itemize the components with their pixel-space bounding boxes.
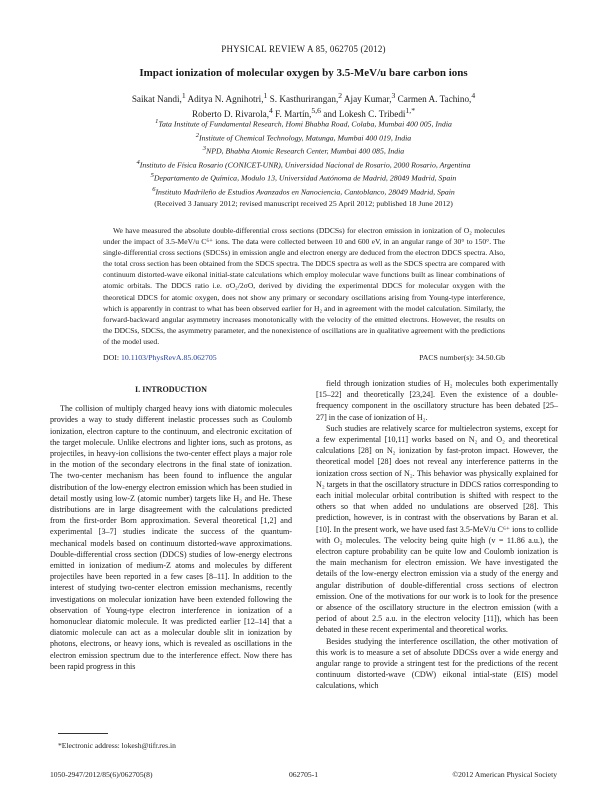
author-affil: 5,6 xyxy=(311,106,321,116)
paper-title: Impact ionization of molecular oxygen by 3.5-MeV/u bare carbon ions xyxy=(139,67,468,79)
journal-header: PHYSICAL REVIEW A 85, 062705 (2012) xyxy=(221,44,386,54)
footnote-divider xyxy=(58,733,108,734)
author-affil: 1 xyxy=(181,91,186,100)
author: and Lokesh C. Tribedi xyxy=(323,109,406,120)
paragraph: field through ionization studies of H₂ molecules both experimentally [15–22] and theoretically [23,24]. Even the existence of a double-frequency component in the oscillatory structure has been debated [25–27] in the case of ionization of H₂. xyxy=(316,379,558,422)
author-affil: 3 xyxy=(391,91,396,100)
affiliation: $^1$Tata Institute of Fundamental Research, Homi Bhabha Road, Colaba, Mumbai 400 005, India xyxy=(155,118,452,129)
paragraph: Besides studying the interference oscillation, the other motivation of this work is to measure a set of absolute DDCSs over a wide energy and angular range to provide a stringent test for the predictions of the recent continuum distorted-wave (CDW) eikonal intial-state (EIS) model calculations, which xyxy=(316,636,558,691)
affiliation: $^4$Instituto de Física Rosario (CONICET-UNR), Universidad Nacional de Rosario, 2000 Rosario, Argentina xyxy=(136,158,471,170)
pacs-numbers: PACS number(s): 34.50.Gb xyxy=(419,353,505,362)
affiliations xyxy=(50,116,557,209)
author-affil: 1,* xyxy=(405,106,416,116)
paragraph: The collision of multiply charged heavy ions with diatomic molecules provides a way to study different inelastic processes such as Coulomb ionization, electron capture to the continuum, and electronic excitation of the target molecule. Unlike electrons and lighter ions, such as protons, as projectiles, in heavy-ion collisions the two-center effect plays a major role in the motion of the secondary electrons in the final state of ionization. The two-center mechanism has been found to influence the angular distribution of the low-energy electron emission which has been studied in detail mostly using low-Z (atomic number) targets like H₂ and He. These distributions are in large disagreement with the calculations predicted from the first-order Born approximation. Several theoretical [1,2] and experimental [3–7] studies indicate the success of the quantum-mechanical models based on continuum distorted-wave approximations. Double-differential cross section (DDCS) studies of low-energy electrons emitted in ionization of medium-Z atoms and molecules by different projectiles have been reported in a few cases [8–11]. In addition to the interest of studying two-center electron emission mechanisms, recently investigations on molecular ionization have been extended following the observation of Young-type electron interference in ionization of a homonuclear diatomic molecule. It was predicted earlier [12–14] that a diatomic molecule can act as a molecular double slit in ionization by photons, electrons, or heavy ions, which is revealed as oscillations in the electron emission spectrum due to the interference effect. Now there has been rapid progress in this xyxy=(50,404,292,671)
author: Carmen A. Tachino, xyxy=(397,94,472,105)
page-footer xyxy=(50,770,557,779)
received-dates: (Received 3 January 2012; revised manuscript received 25 April 2012; published 18 June 2012) xyxy=(154,198,453,208)
page-number: 062705-1 xyxy=(288,770,319,779)
author-affil: 2 xyxy=(338,91,343,100)
affiliation: $^6$Instituto Madrileño de Estudios Avanzados en Nanociencia, Cantoblanco, 28049 Madrid, Spain xyxy=(152,185,455,197)
copyright: ©2012 American Physical Society xyxy=(452,770,557,779)
doi-prefix: DOI: xyxy=(103,353,121,362)
author-affil: 4 xyxy=(269,106,273,116)
affiliation: $^3$NPD, Bhabha Atomic Research Center, Mumbai 400 085, India xyxy=(202,145,405,156)
right-column xyxy=(316,378,558,692)
affiliation: $^5$Departamento de Química, Modulo 13, Universidad Autónoma de Madrid, 28049 Madrid, Spain xyxy=(150,172,457,183)
paragraph: Such studies are relatively scarce for multielectron systems, except for a few experimental [10,11] works based on N₂ and O₂ and theoretical calculations [28] on N₂ ionization by fast-proton impact. However, the theoretical model [28] does not reveal any interference patterns in the ionization cross section of N₂. This behavior was physically explained for N₂ targets in that the oscillatory structure in DDCS ratios corresponding to each initial molecular orbital contribution is shifted with respect to the others so that when added no undulations are observed [28]. This prediction, however, is in contrast with the observations by Baran et al. [10]. In the present work, we have used fast 3.5-MeV/u C⁶⁺ ions to collide with O₂ molecules. The velocity being quite high (v = 11.86 a.u.), the electron capture probability can be quite low and Coulomb ionization is the main mechanism for electron emission. We have investigated the details of the low-energy electron emission via a study of the energy and angular distribution of double-differential cross sections of electron emission. One of the motivations for our work is to look for the presence or absence of the oscillatory structure in the electron emission (with a period of about 2.5 a.u. in the electron velocity [11]), which has been debated in these recent experimental and theoretical works. xyxy=(316,423,558,635)
author: Aditya N. Agnihotri, xyxy=(187,94,264,105)
left-column xyxy=(50,384,292,672)
footer-left: 1050-2947/2012/85(6)/062705(8) xyxy=(50,770,153,779)
author: S. Kasthurirangan, xyxy=(269,94,339,105)
affiliation: $^2$Institute of Chemical Technology, Matunga, Mumbai 400 019, India xyxy=(195,131,412,143)
author: F. Martín, xyxy=(275,109,312,120)
abstract: We have measured the absolute double-differential cross sections (DDCSs) for electron emission in ionization of O₂ molecules under the impact of 3.5-MeV/u C⁶⁺ ions. The data were collected between 10 and 600 eV, in an angular range of 30° to 150°. The single-differential cross sections (SDCSs) in emission angle and electron energy are deduced from the electron DDCS spectra. Also, the total cross section has been obtained from the SDCS spectra. The DDCS spectra as well as the SDCS spectra are compared with continuum distorted-wave eikonal initial-state calculations which employ molecular wave functions built as linear combinations of atomic orbitals. The DDCS ratio i.e. σO₂/2σO, derived by dividing the experimental DDCS for molecular oxygen with the theoretical DDCS for atomic oxygen, does not show any primary or secondary oscillations arising from Young-type interference, which is apparently in contrast to what has been observed earlier for H₂ and in agreement with the model calculation. Similarly, the forward-backward angular asymmetry increases monotonically with the velocity of the emitted electrons. However, the results on the DDCSs, SDCSs, the asymmetry parameter, and the nonexistence of oscillations are in qualitative agreement with the predictions of the model used. xyxy=(103,226,505,346)
doi-link[interactable]: 10.1103/PhysRevA.85.062705 xyxy=(120,353,217,362)
author: Saikat Nandi, xyxy=(131,94,182,105)
author: Roberto D. Rivarola, xyxy=(191,109,269,120)
author-affil: 1 xyxy=(263,91,268,100)
section-heading: I. INTRODUCTION xyxy=(135,385,207,394)
footnote: *Electronic address: lokesh@tifr.res.in xyxy=(58,741,176,750)
author: Ajay Kumar, xyxy=(343,94,392,105)
doi-line xyxy=(103,353,505,362)
author-affil: 4 xyxy=(471,91,476,100)
